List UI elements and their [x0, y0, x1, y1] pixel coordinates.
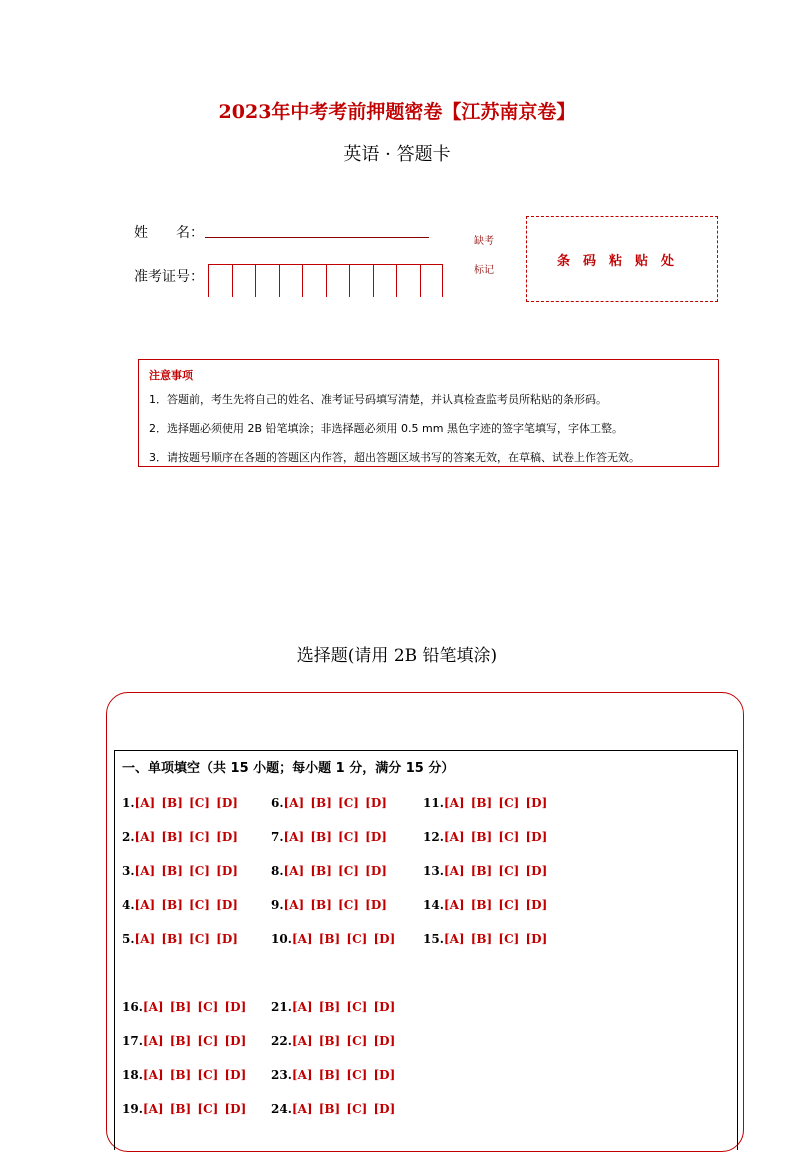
exam-id-digit-box[interactable] — [373, 265, 397, 297]
question-row[interactable] — [271, 1102, 395, 1116]
answer-options[interactable]: [A] [B] [C] [D] — [291, 1102, 396, 1116]
question-row[interactable] — [122, 898, 238, 912]
question-row[interactable] — [122, 932, 238, 946]
question-number: 22. — [271, 1034, 292, 1048]
answer-options[interactable]: [A] [B] [C] [D] — [134, 932, 238, 946]
answer-options[interactable]: [A] [B] [C] [D] — [134, 796, 238, 810]
question-row[interactable] — [271, 796, 387, 810]
notes-item: 2．选择题必须使用 2B 铅笔填涂；非选择题必须用 0.5 mm 黑色字迹的签字笔填写，字体工整。 — [149, 422, 623, 435]
question-number: 16. — [122, 1000, 143, 1014]
card-type-label: 答题卡 — [396, 144, 451, 165]
part-one-title: 一、单项填空（共 15 小题；每小题 1 分，满分 15 分） — [122, 761, 455, 776]
question-row[interactable] — [423, 932, 547, 946]
answer-options[interactable]: [A] [B] [C] [D] — [142, 1068, 247, 1082]
question-number: 24. — [271, 1102, 292, 1116]
barcode-area — [526, 216, 718, 302]
question-number: 1. — [122, 796, 135, 810]
notes-item: 3．请按题号顺序在各题的答题区内作答，超出答题区域书写的答案无效，在草稿、试卷上作答无效。 — [149, 451, 640, 464]
question-row[interactable] — [423, 796, 547, 810]
barcode-label: 条码粘贴处 — [556, 253, 687, 269]
notes-title: 注意事项 — [149, 369, 193, 382]
answer-options[interactable]: [A] [B] [C] [D] — [443, 898, 548, 912]
exam-id-digit-box[interactable] — [420, 265, 444, 297]
question-number: 9. — [271, 898, 284, 912]
exam-id-digit-box[interactable] — [232, 265, 256, 297]
notes-box — [138, 359, 719, 467]
answer-options[interactable]: [A] [B] [C] [D] — [134, 898, 238, 912]
question-number: 17. — [122, 1034, 143, 1048]
question-row[interactable] — [423, 898, 547, 912]
question-number: 15. — [423, 932, 444, 946]
answer-options[interactable]: [A] [B] [C] [D] — [291, 1000, 396, 1014]
answer-options[interactable]: [A] [B] [C] [D] — [291, 1068, 396, 1082]
exam-id-digit-box[interactable] — [279, 265, 303, 297]
answer-options[interactable]: [A] [B] [C] [D] — [443, 796, 548, 810]
subject-label: 英语 — [343, 144, 380, 165]
answer-options[interactable]: [A] [B] [C] [D] — [443, 932, 548, 946]
question-number: 13. — [423, 864, 444, 878]
question-row[interactable] — [122, 864, 238, 878]
question-number: 2. — [122, 830, 135, 844]
question-row[interactable] — [271, 830, 387, 844]
question-number: 12. — [423, 830, 444, 844]
answer-options[interactable]: [A] [B] [C] [D] — [283, 898, 387, 912]
answer-options[interactable]: [A] [B] [C] [D] — [443, 830, 548, 844]
part-one-frame — [114, 750, 738, 1150]
name-label: 姓 名： — [134, 225, 204, 241]
exam-id-digit-box[interactable] — [396, 265, 420, 297]
answer-options[interactable]: [A] [B] [C] [D] — [142, 1102, 247, 1116]
question-number: 14. — [423, 898, 444, 912]
exam-id-digit-box[interactable] — [255, 265, 279, 297]
question-row[interactable] — [271, 932, 395, 946]
answer-options[interactable]: [A] [B] [C] [D] — [291, 932, 396, 946]
question-number: 18. — [122, 1068, 143, 1082]
answer-options[interactable]: [A] [B] [C] [D] — [283, 796, 387, 810]
answer-options[interactable]: [A] [B] [C] [D] — [134, 830, 238, 844]
question-row[interactable] — [122, 1034, 246, 1048]
question-row[interactable] — [122, 1068, 246, 1082]
question-number: 11. — [423, 796, 444, 810]
question-row[interactable] — [423, 864, 547, 878]
choice-section-heading: 选择题(请用 2B 铅笔填涂) — [296, 646, 498, 666]
page-title: 2023年中考考前押题密卷【江苏南京卷】 — [218, 101, 576, 123]
question-number: 4. — [122, 898, 135, 912]
question-row[interactable] — [271, 1034, 395, 1048]
question-row[interactable] — [271, 1068, 395, 1082]
subtitle-separator: · — [385, 144, 391, 165]
notes-item: 1．答题前，考生先将自己的姓名、准考证号码填写清楚，并认真检查监考员所粘贴的条形码。 — [149, 393, 607, 406]
answer-options[interactable]: [A] [B] [C] [D] — [134, 864, 238, 878]
question-number: 21. — [271, 1000, 292, 1014]
question-row[interactable] — [122, 796, 238, 810]
question-number: 23. — [271, 1068, 292, 1082]
answer-options[interactable]: [A] [B] [C] [D] — [283, 830, 387, 844]
question-row[interactable] — [122, 1102, 246, 1116]
answer-options[interactable]: [A] [B] [C] [D] — [283, 864, 387, 878]
answer-options[interactable]: [A] [B] [C] [D] — [291, 1034, 396, 1048]
answer-options[interactable]: [A] [B] [C] [D] — [443, 864, 548, 878]
question-number: 6. — [271, 796, 284, 810]
question-row[interactable] — [423, 830, 547, 844]
name-field[interactable] — [205, 237, 429, 238]
question-number: 10. — [271, 932, 292, 946]
question-row[interactable] — [122, 1000, 246, 1014]
absent-mark-label-line1: 缺考 — [474, 236, 494, 247]
question-number: 19. — [122, 1102, 143, 1116]
question-row[interactable] — [122, 830, 238, 844]
exam-id-digit-box[interactable] — [349, 265, 373, 297]
exam-id-boxes[interactable] — [208, 264, 443, 297]
answer-options[interactable]: [A] [B] [C] [D] — [142, 1034, 247, 1048]
question-number: 5. — [122, 932, 135, 946]
exam-id-digit-box[interactable] — [326, 265, 350, 297]
question-number: 8. — [271, 864, 284, 878]
question-number: 3. — [122, 864, 135, 878]
question-row[interactable] — [271, 898, 387, 912]
exam-id-label: 准考证号： — [134, 269, 204, 285]
exam-id-digit-box[interactable] — [302, 265, 326, 297]
question-row[interactable] — [271, 1000, 395, 1014]
exam-id-digit-box[interactable] — [208, 265, 232, 297]
absent-mark-label-line2: 标记 — [474, 265, 494, 276]
page-subtitle — [0, 140, 794, 166]
question-row[interactable] — [271, 864, 387, 878]
answer-options[interactable]: [A] [B] [C] [D] — [142, 1000, 247, 1014]
question-number: 7. — [271, 830, 284, 844]
